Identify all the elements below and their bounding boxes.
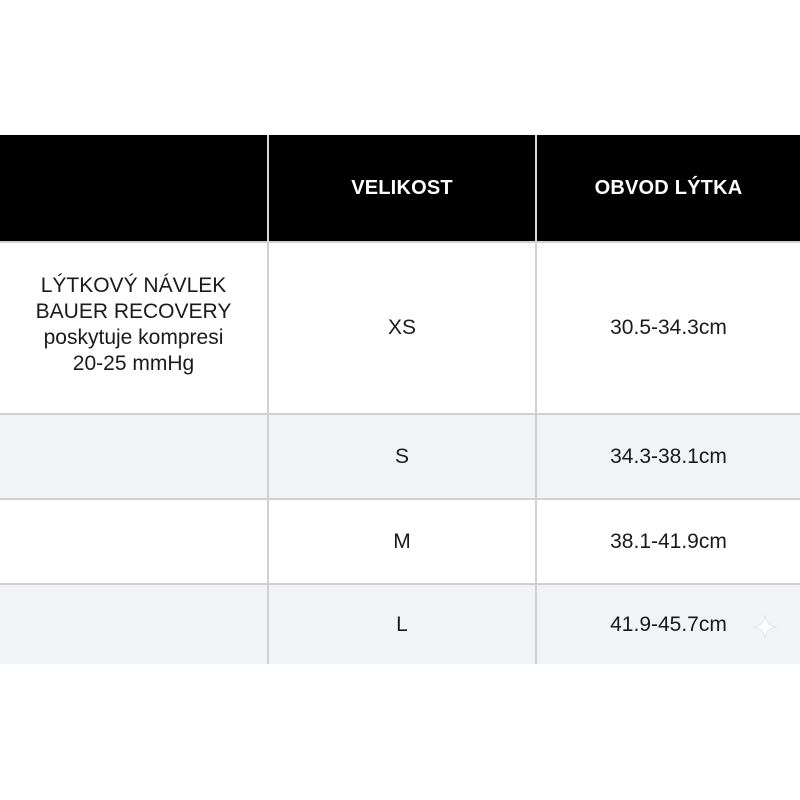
table-row [0, 414, 800, 499]
size-chart-table [0, 135, 800, 664]
table-row [0, 499, 800, 584]
calf-cell: 30.5-34.3cm [536, 242, 800, 414]
calf-cell: 34.3-38.1cm [536, 414, 800, 499]
empty-cell [0, 584, 268, 664]
size-cell: S [268, 414, 536, 499]
header-calf-circumference: OBVOD LÝTKA [536, 135, 800, 242]
header-row [0, 135, 800, 242]
calf-cell: 38.1-41.9cm [536, 499, 800, 584]
sparkle-icon [752, 614, 778, 640]
table-row [0, 584, 800, 664]
description-line: poskytuje kompresi [43, 326, 224, 349]
description-line: 20-25 mmHg [72, 352, 195, 375]
size-cell: M [268, 499, 536, 584]
product-description [0, 242, 268, 414]
header-empty [0, 135, 268, 242]
description-line: BAUER RECOVERY [35, 300, 232, 323]
empty-cell [0, 499, 268, 584]
description-line: LÝTKOVÝ NÁVLEK [40, 274, 227, 297]
calf-cell: 41.9-45.7cm [536, 584, 800, 664]
size-cell: XS [268, 242, 536, 414]
size-cell: L [268, 584, 536, 664]
empty-cell [0, 414, 268, 499]
header-size: VELIKOST [268, 135, 536, 242]
table-row [0, 242, 800, 414]
